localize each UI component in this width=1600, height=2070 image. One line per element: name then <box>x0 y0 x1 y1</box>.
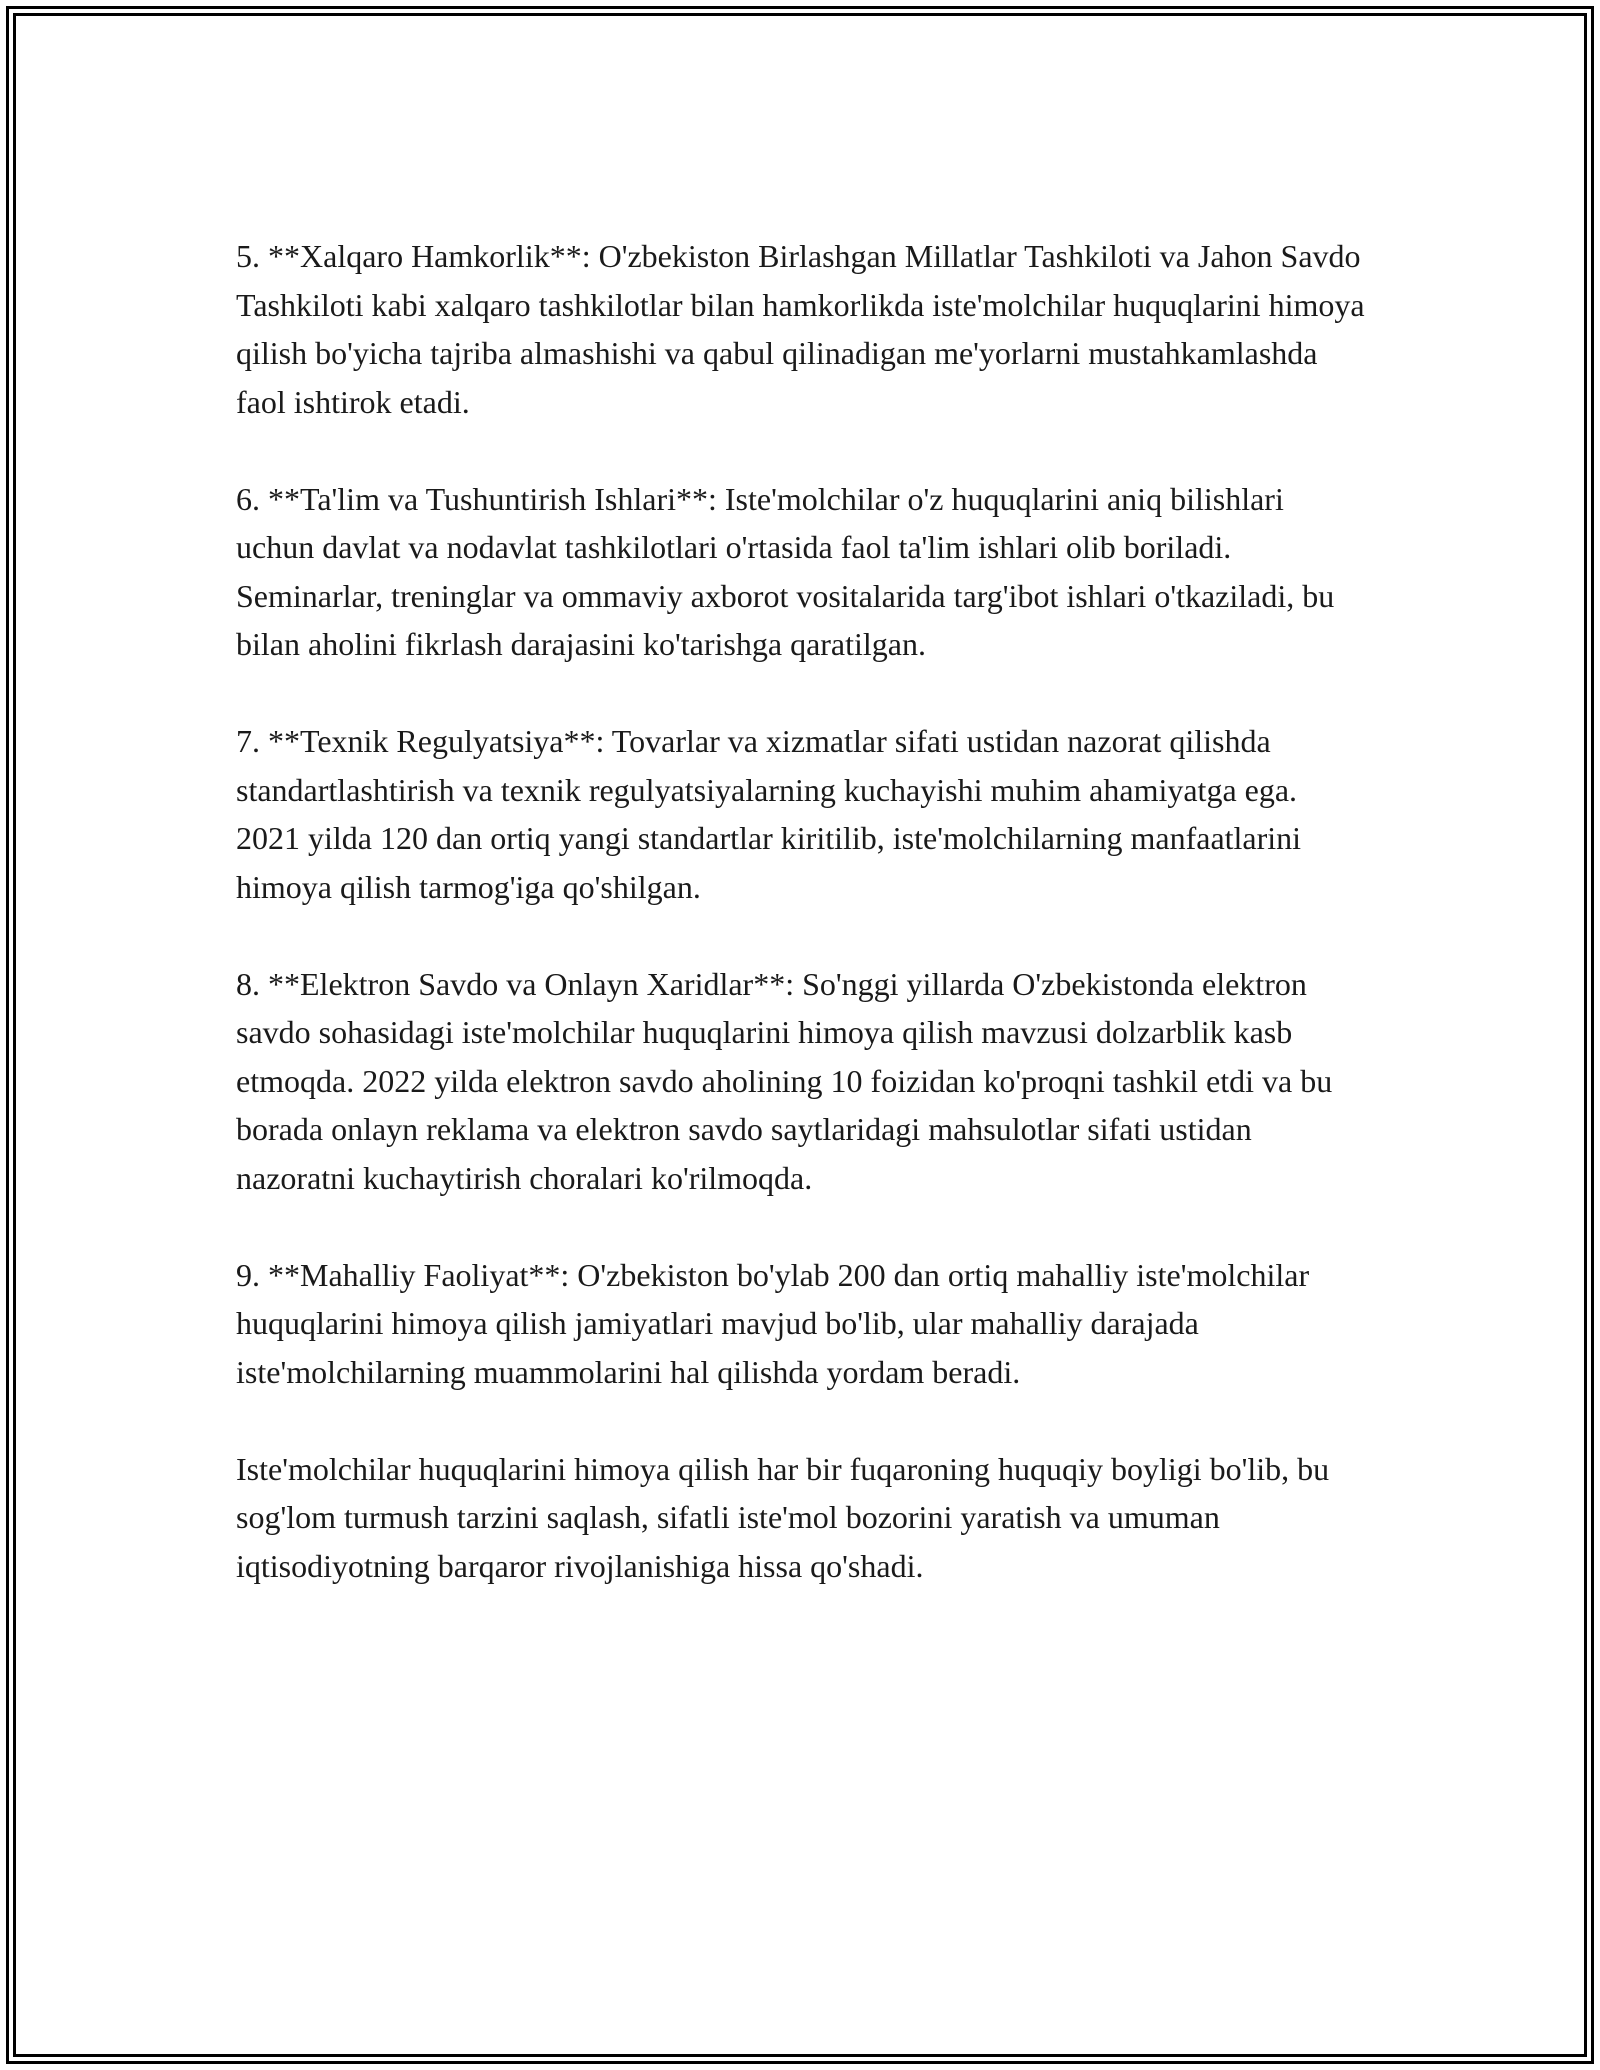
paragraph-education-outreach: 6. **Ta'lim va Tushuntirish Ishlari**: Iste'molchilar o'z huquqlarini aniq bilishlari uchun davlat va nodavlat tashkilotlari o'rtasida faol ta'lim ishlari olib boriladi. Seminarlar, treninglar va ommaviy axborot vositalarida targ'ibot ishlari o'tkaziladi, bu bilan aholini fikrlash darajasini ko'tarishga qaratilgan. <box>236 480 1335 662</box>
paragraph-international-cooperation: 5. **Xalqaro Hamkorlik**: O'zbekiston Birlashgan Millatlar Tashkiloti va Jahon Savdo Tashkiloti kabi xalqaro tashkilotlar bilan hamkorlikda iste'molchilar huquqlarini himoya qilish bo'yicha tajriba almashishi va qabul qilinadigan me'yorlarni mustahkamlashda faol ishtirok etadi. <box>236 238 1365 420</box>
paragraph-conclusion: Iste'molchilar huquqlarini himoya qilish har bir fuqaroning huquqiy boyligi bo'lib, bu sog'lom turmush tarzini saqlash, sifatli iste'mol bozorini yaratish va umuman iqtisodiyotning barqaror rivojlanishiga hissa qo'shadi. <box>236 1450 1330 1584</box>
paragraph-e-commerce: 8. **Elektron Savdo va Onlayn Xaridlar**: So'nggi yillarda O'zbekistonda elektron savdo sohasidagi iste'molchilar huquqlarini himoya qilish mavzusi dolzarblik kasb etmoqda. 2022 yilda elektron savdo aholining 10 foizidan ko'proqni tashkil etdi va bu borada onlayn reklama va elektron savdo saytlaridagi mahsulotlar sifati ustidan nazoratni kuchaytirish choralari ko'rilmoqda. <box>236 965 1333 1196</box>
paragraph-technical-regulation: 7. **Texnik Regulyatsiya**: Tovarlar va xizmatlar sifati ustidan nazorat qilishda standartlashtirish va texnik regulyatsiyalarning kuchayishi muhim ahamiyatga ega. 2021 yilda 120 dan ortiq yangi standartlar kiritilib, iste'molchilarning manfaatlarini himoya qilish tarmog'iga qo'shilgan. <box>236 723 1302 905</box>
document-body <box>236 232 1366 1590</box>
paragraph-local-activity: 9. **Mahalliy Faoliyat**: O'zbekiston bo'ylab 200 dan ortiq mahalliy iste'molchilar huquqlarini himoya qilish jamiyatlari mavjud bo'lib, ular mahalliy darajada iste'molchilarning muammolarini hal qilishda yordam beradi. <box>236 1256 1310 1390</box>
